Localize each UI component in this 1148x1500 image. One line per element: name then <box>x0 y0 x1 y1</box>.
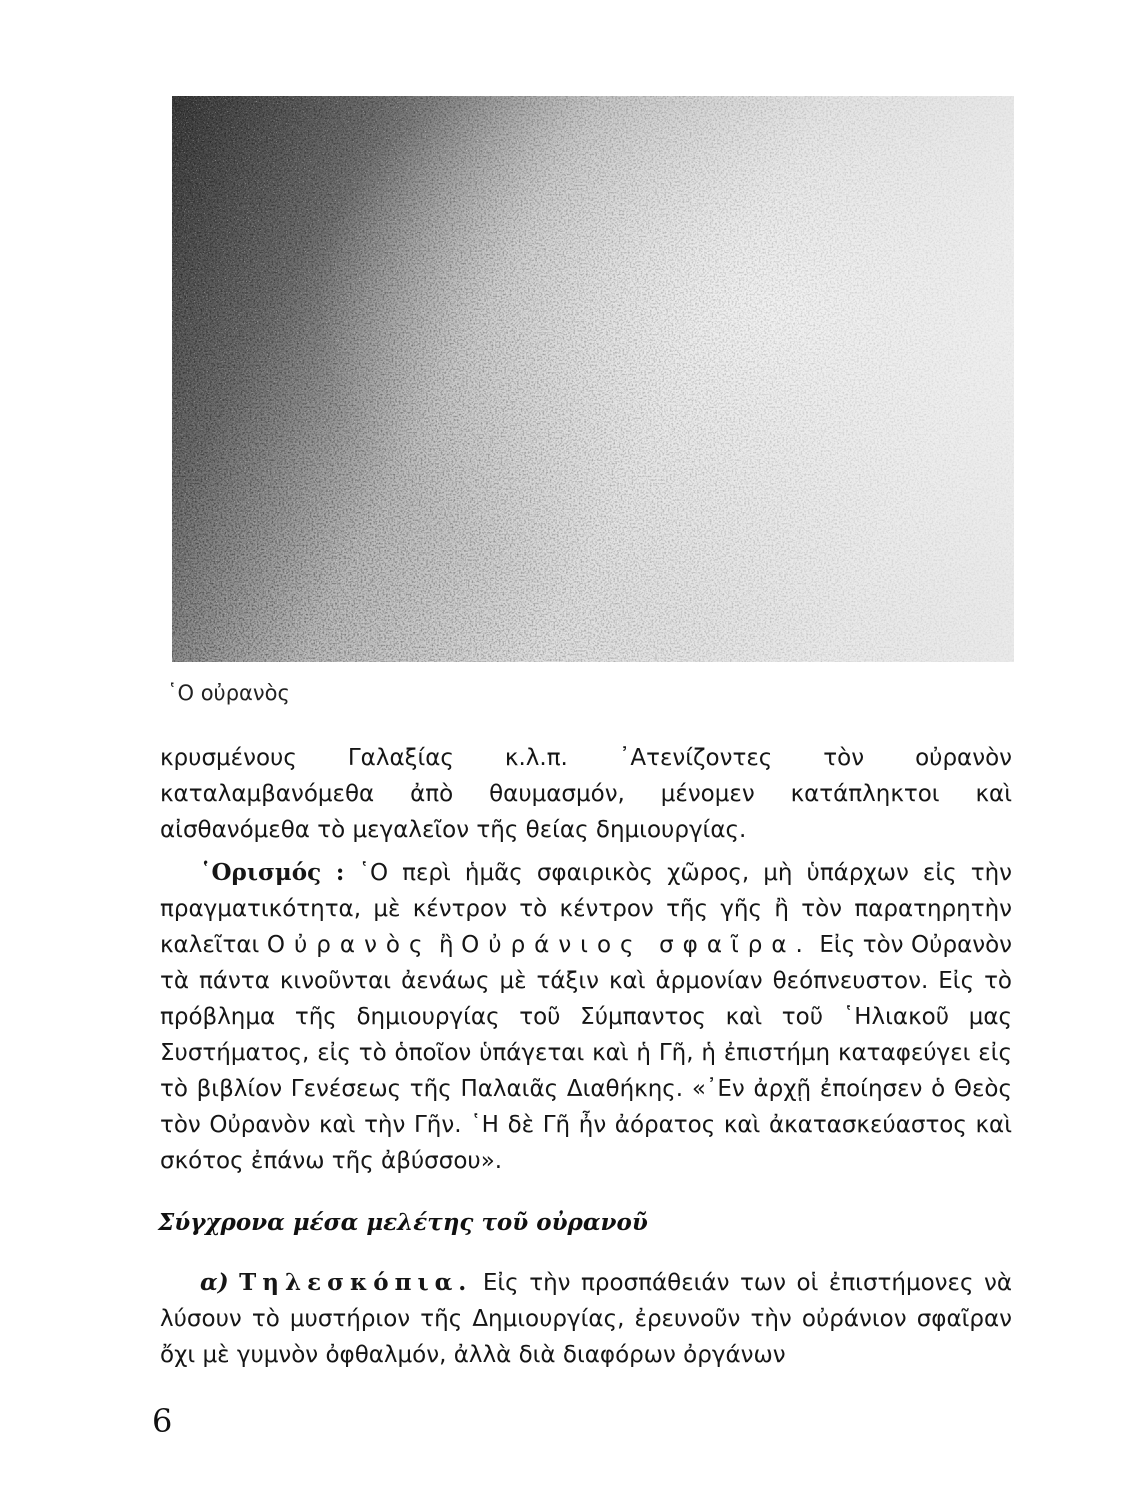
sky-photograph <box>172 96 1014 662</box>
paragraph-definition <box>160 855 1012 1179</box>
term-ouranos: Οὐρανὸς <box>266 932 432 958</box>
paragraph-telescopes <box>160 1265 1012 1373</box>
definition-label: ῾Ορισμός : <box>200 859 345 886</box>
definition-text-b: ἢ <box>431 932 462 958</box>
item-letter: α) <box>200 1269 229 1296</box>
definition-text-a: ῾Ο περὶ ἡμᾶς σφαιρικὸς χῶρος, μὴ ὑπάρχων εἰς τὴν πραγματικότητα, μὲ κέντρον τὸ κέντρον τῆς γῆς ἢ τὸν παρατηρητὴν καλεῖται <box>160 860 1012 958</box>
paragraph-intro: κρυσμένους Γαλαξίας κ.λ.π. ᾿Ατενίζοντες τὸν οὐρανὸν καταλαμβανόμεθα ἀπὸ θαυμασμόν, μένομεν κατάπληκτοι καὶ αἰσθανόμεθα τὸ μεγαλεῖον τῆς θείας δημιουργίας. <box>160 745 1012 843</box>
photo-caption: ῾Ο οὐρανὸς <box>167 681 290 705</box>
term-telescopes: Τηλεσκόπια. <box>239 1269 473 1296</box>
telescopes-text: Εἰς τὴν προσπάθειάν των οἱ ἐπιστήμονες νὰ λύσουν τὸ μυστήριον τῆς Δημιουργίας, ἐρευνοῦν τὴν οὐράνιον σφαῖραν ὄχι μὲ γυμνὸν ὀφθαλμόν, ἀλλὰ διὰ διαφόρων ὀργάνων <box>160 1270 1013 1368</box>
section-heading: Σύγχρονα μέσα μελέτης τοῦ οὐρανοῦ <box>158 1209 648 1236</box>
page-number: 6 <box>152 1402 173 1440</box>
definition-text-c: Εἰς τὸν Οὐρανὸν τὰ πάντα κινοῦνται ἀενάως μὲ τάξιν καὶ ἁρμονίαν θεόπνευστον. Εἰς τὸ πρόβλημα τῆς δημιουργίας τοῦ Σύμπαντος καὶ τοῦ ῾Ηλιακοῦ μας Συστήματος, εἰς τὸ ὁποῖον ὑπάγεται καὶ ἡ Γῆ, ἡ ἐπιστήμη καταφεύγει εἰς τὸ βιβλίον Γενέσεως τῆς Παλαιᾶς Διαθήκης. «᾿Εν ἀρχῇ ἐποίησεν ὁ Θεὸς τὸν Οὐρανὸν καὶ τὴν Γῆν. ῾Η δὲ Γῆ ἦν ἀόρατος καὶ ἀκατασκεύαστος καὶ σκότος ἐπάνω τῆς ἀβύσσου». <box>160 932 1012 1174</box>
term-celestial-sphere: Οὐράνιος σφαῖρα. <box>461 932 812 958</box>
